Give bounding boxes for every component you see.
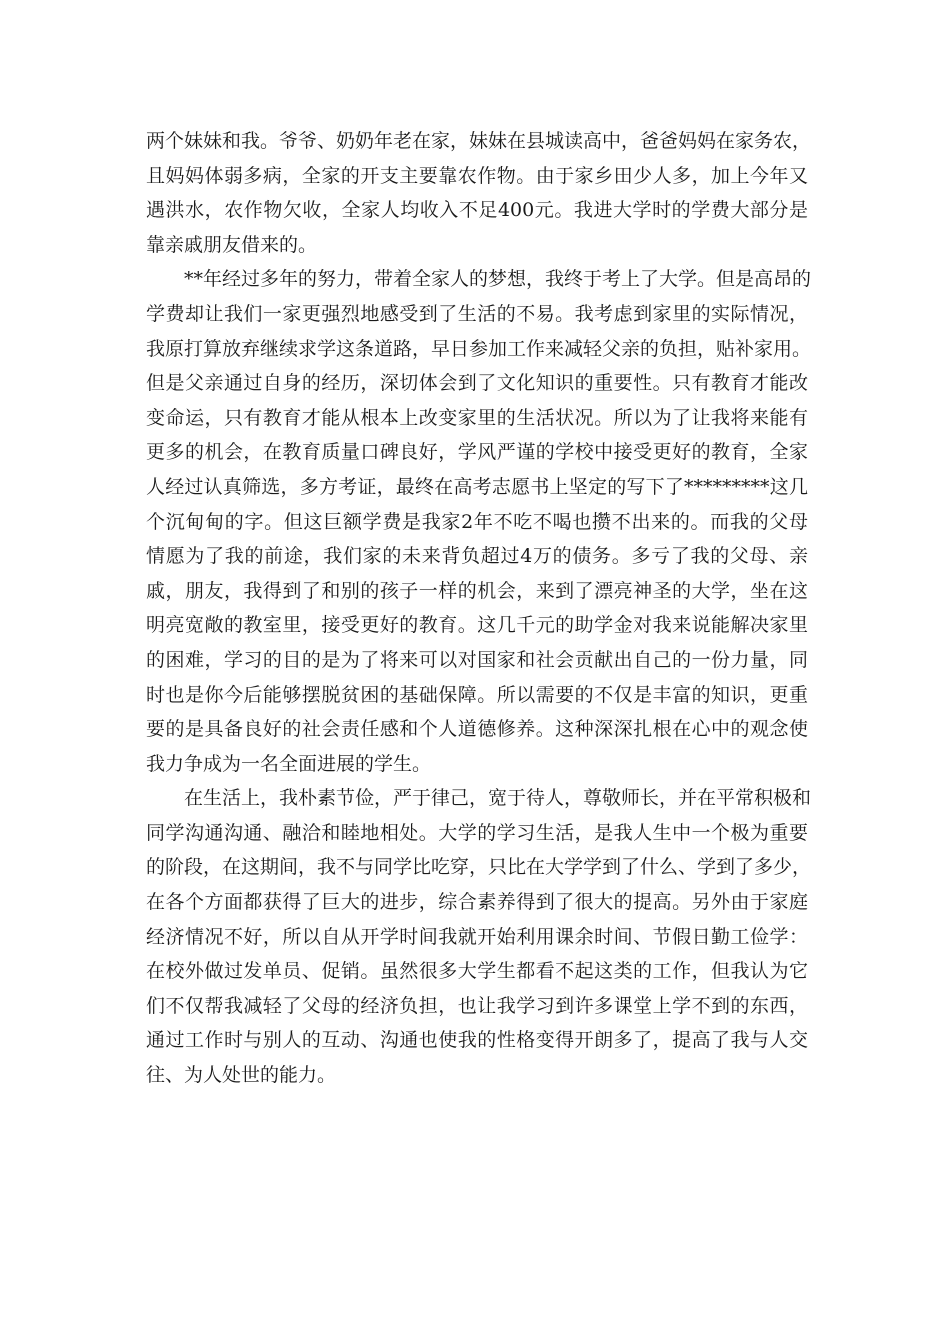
text-line: 们不仅帮我减轻了父母的经济负担，也让我学习到许多课堂上学不到的东西， xyxy=(146,994,808,1017)
text-line: 变命运，只有教育才能从根本上改变家里的生活状况。所以为了让我将来能有 xyxy=(146,406,808,429)
text-line: 两个妹妹和我。爷爷、奶奶年老在家，妹妹在县城读高中，爸爸妈妈在家务农， xyxy=(146,130,812,152)
text-line: 我力争成为一名全面进展的学生。 xyxy=(146,752,432,775)
document-body xyxy=(146,124,812,1093)
text-line: 个沉甸甸的字。但这巨额学费是我家2年不吃不喝也攒不出来的。而我的父母 xyxy=(146,510,808,533)
text-line: 时也是你今后能够摆脱贫困的基础保障。所以需要的不仅是丰富的知识，更重 xyxy=(146,683,808,706)
text-line: 在生活上，我朴素节俭，严于律己，宽于待人，尊敬师长，并在平常积极和 xyxy=(184,787,812,810)
text-line: 更多的机会，在教育质量口碑良好，学风严谨的学校中接受更好的教育，全家 xyxy=(146,441,808,464)
text-line: 通过工作时与别人的互动、沟通也使我的性格变得开朗多了，提高了我与人交 xyxy=(146,1029,808,1052)
text-line: 的困难，学习的目的是为了将来可以对国家和社会贡献出自己的一份力量，同 xyxy=(146,648,808,671)
paragraph-family-background xyxy=(146,124,812,262)
text-line: 往、为人处世的能力。 xyxy=(146,1064,337,1087)
text-line: 在各个方面都获得了巨大的进步，综合素养得到了很大的提高。另外由于家庭 xyxy=(146,891,808,914)
text-line: 戚，朋友，我得到了和别的孩子一样的机会，来到了漂亮神圣的大学，坐在这 xyxy=(146,579,808,602)
text-line: 明亮宽敞的教室里，接受更好的教育。这几千元的助学金对我来说能解决家里 xyxy=(146,614,808,637)
text-line: 且妈妈体弱多病，全家的开支主要靠农作物。由于家乡田少人多，加上今年又 xyxy=(146,164,808,187)
text-line: 我原打算放弃继续求学这条道路，早日参加工作来减轻父亲的负担，贴补家用。 xyxy=(146,337,812,360)
text-line: 但是父亲通过自身的经历，深切体会到了文化知识的重要性。只有教育才能改 xyxy=(146,372,808,395)
text-line: 经济情况不好，所以自从开学时间我就开始利用课余时间、节假日勤工俭学： xyxy=(146,925,808,948)
text-line: 靠亲戚朋友借来的。 xyxy=(146,233,318,256)
paragraph-university-admission xyxy=(146,262,812,781)
text-line: 要的是具备良好的社会责任感和个人道德修养。这种深深扎根在心中的观念使 xyxy=(146,718,808,741)
text-line: **年经过多年的努力，带着全家人的梦想，我终于考上了大学。但是高昂的 xyxy=(184,268,812,291)
text-line: 情愿为了我的前途，我们家的未来背负超过4万的债务。多亏了我的父母、亲 xyxy=(146,545,808,568)
paragraph-life-and-work xyxy=(146,781,812,1092)
text-line: 人经过认真筛选，多方考证，最终在高考志愿书上坚定的写下了*********这几 xyxy=(146,475,808,498)
text-line: 在校外做过发单员、促销。虽然很多大学生都看不起这类的工作，但我认为它 xyxy=(146,960,808,983)
text-line: 同学沟通沟通、融洽和睦地相处。大学的学习生活，是我人生中一个极为重要 xyxy=(146,821,808,844)
text-line: 的阶段，在这期间，我不与同学比吃穿，只比在大学学到了什么、学到了多少， xyxy=(146,856,812,879)
text-line: 遇洪水，农作物欠收，全家人均收入不足400元。我进大学时的学费大部分是 xyxy=(146,199,808,222)
text-line: 学费却让我们一家更强烈地感受到了生活的不易。我考虑到家里的实际情况， xyxy=(146,302,808,325)
